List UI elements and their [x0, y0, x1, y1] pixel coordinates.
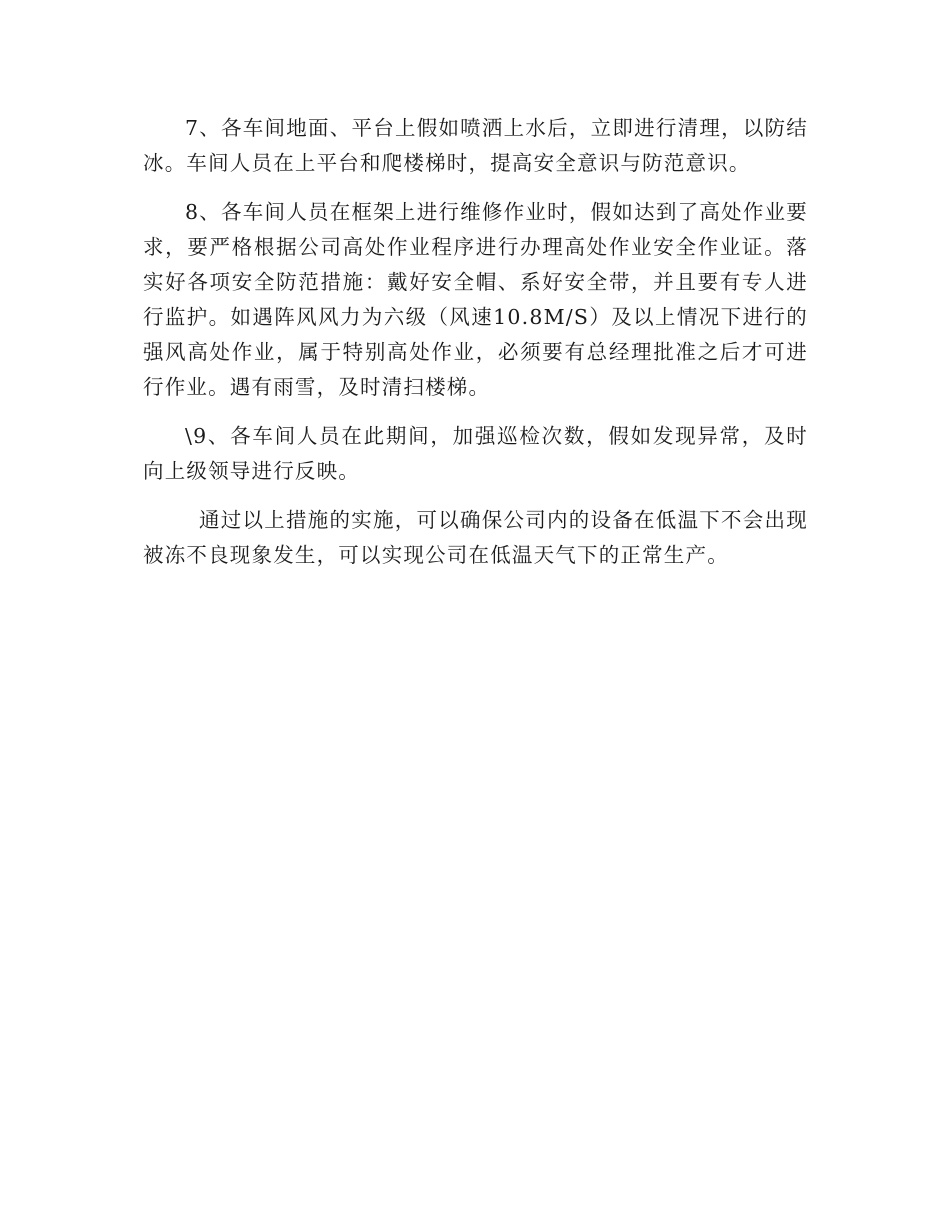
paragraph-7: 7、各车间地面、平台上假如喷洒上水后，立即进行清理，以防结冰。车间人员在上平台和爬楼梯时，提高安全意识与防范意识。: [143, 116, 808, 175]
document-body: [143, 111, 808, 587]
paragraph-conclusion: 通过以上措施的实施，可以确保公司内的设备在低温下不会出现被冻不良现象发生，可以实现公司在低温天气下的正常生产。: [143, 508, 808, 567]
paragraph-9: \9、各车间人员在此期间，加强巡检次数，假如发现异常，及时向上级领导进行反映。: [143, 424, 808, 483]
paragraph-8: 8、各车间人员在框架上进行维修作业时，假如达到了高处作业要求，要严格根据公司高处作业程序进行办理高处作业安全作业证。落实好各项安全防范措施：戴好安全帽、系好安全带，并且要有专人进行监护。如遇阵风风力为六级（风速10.8M/S）及以上情况下进行的强风高处作业，属于特别高处作业，必须要有总经理批准之后才可进行作业。遇有雨雪，及时清扫楼梯。: [143, 200, 808, 399]
